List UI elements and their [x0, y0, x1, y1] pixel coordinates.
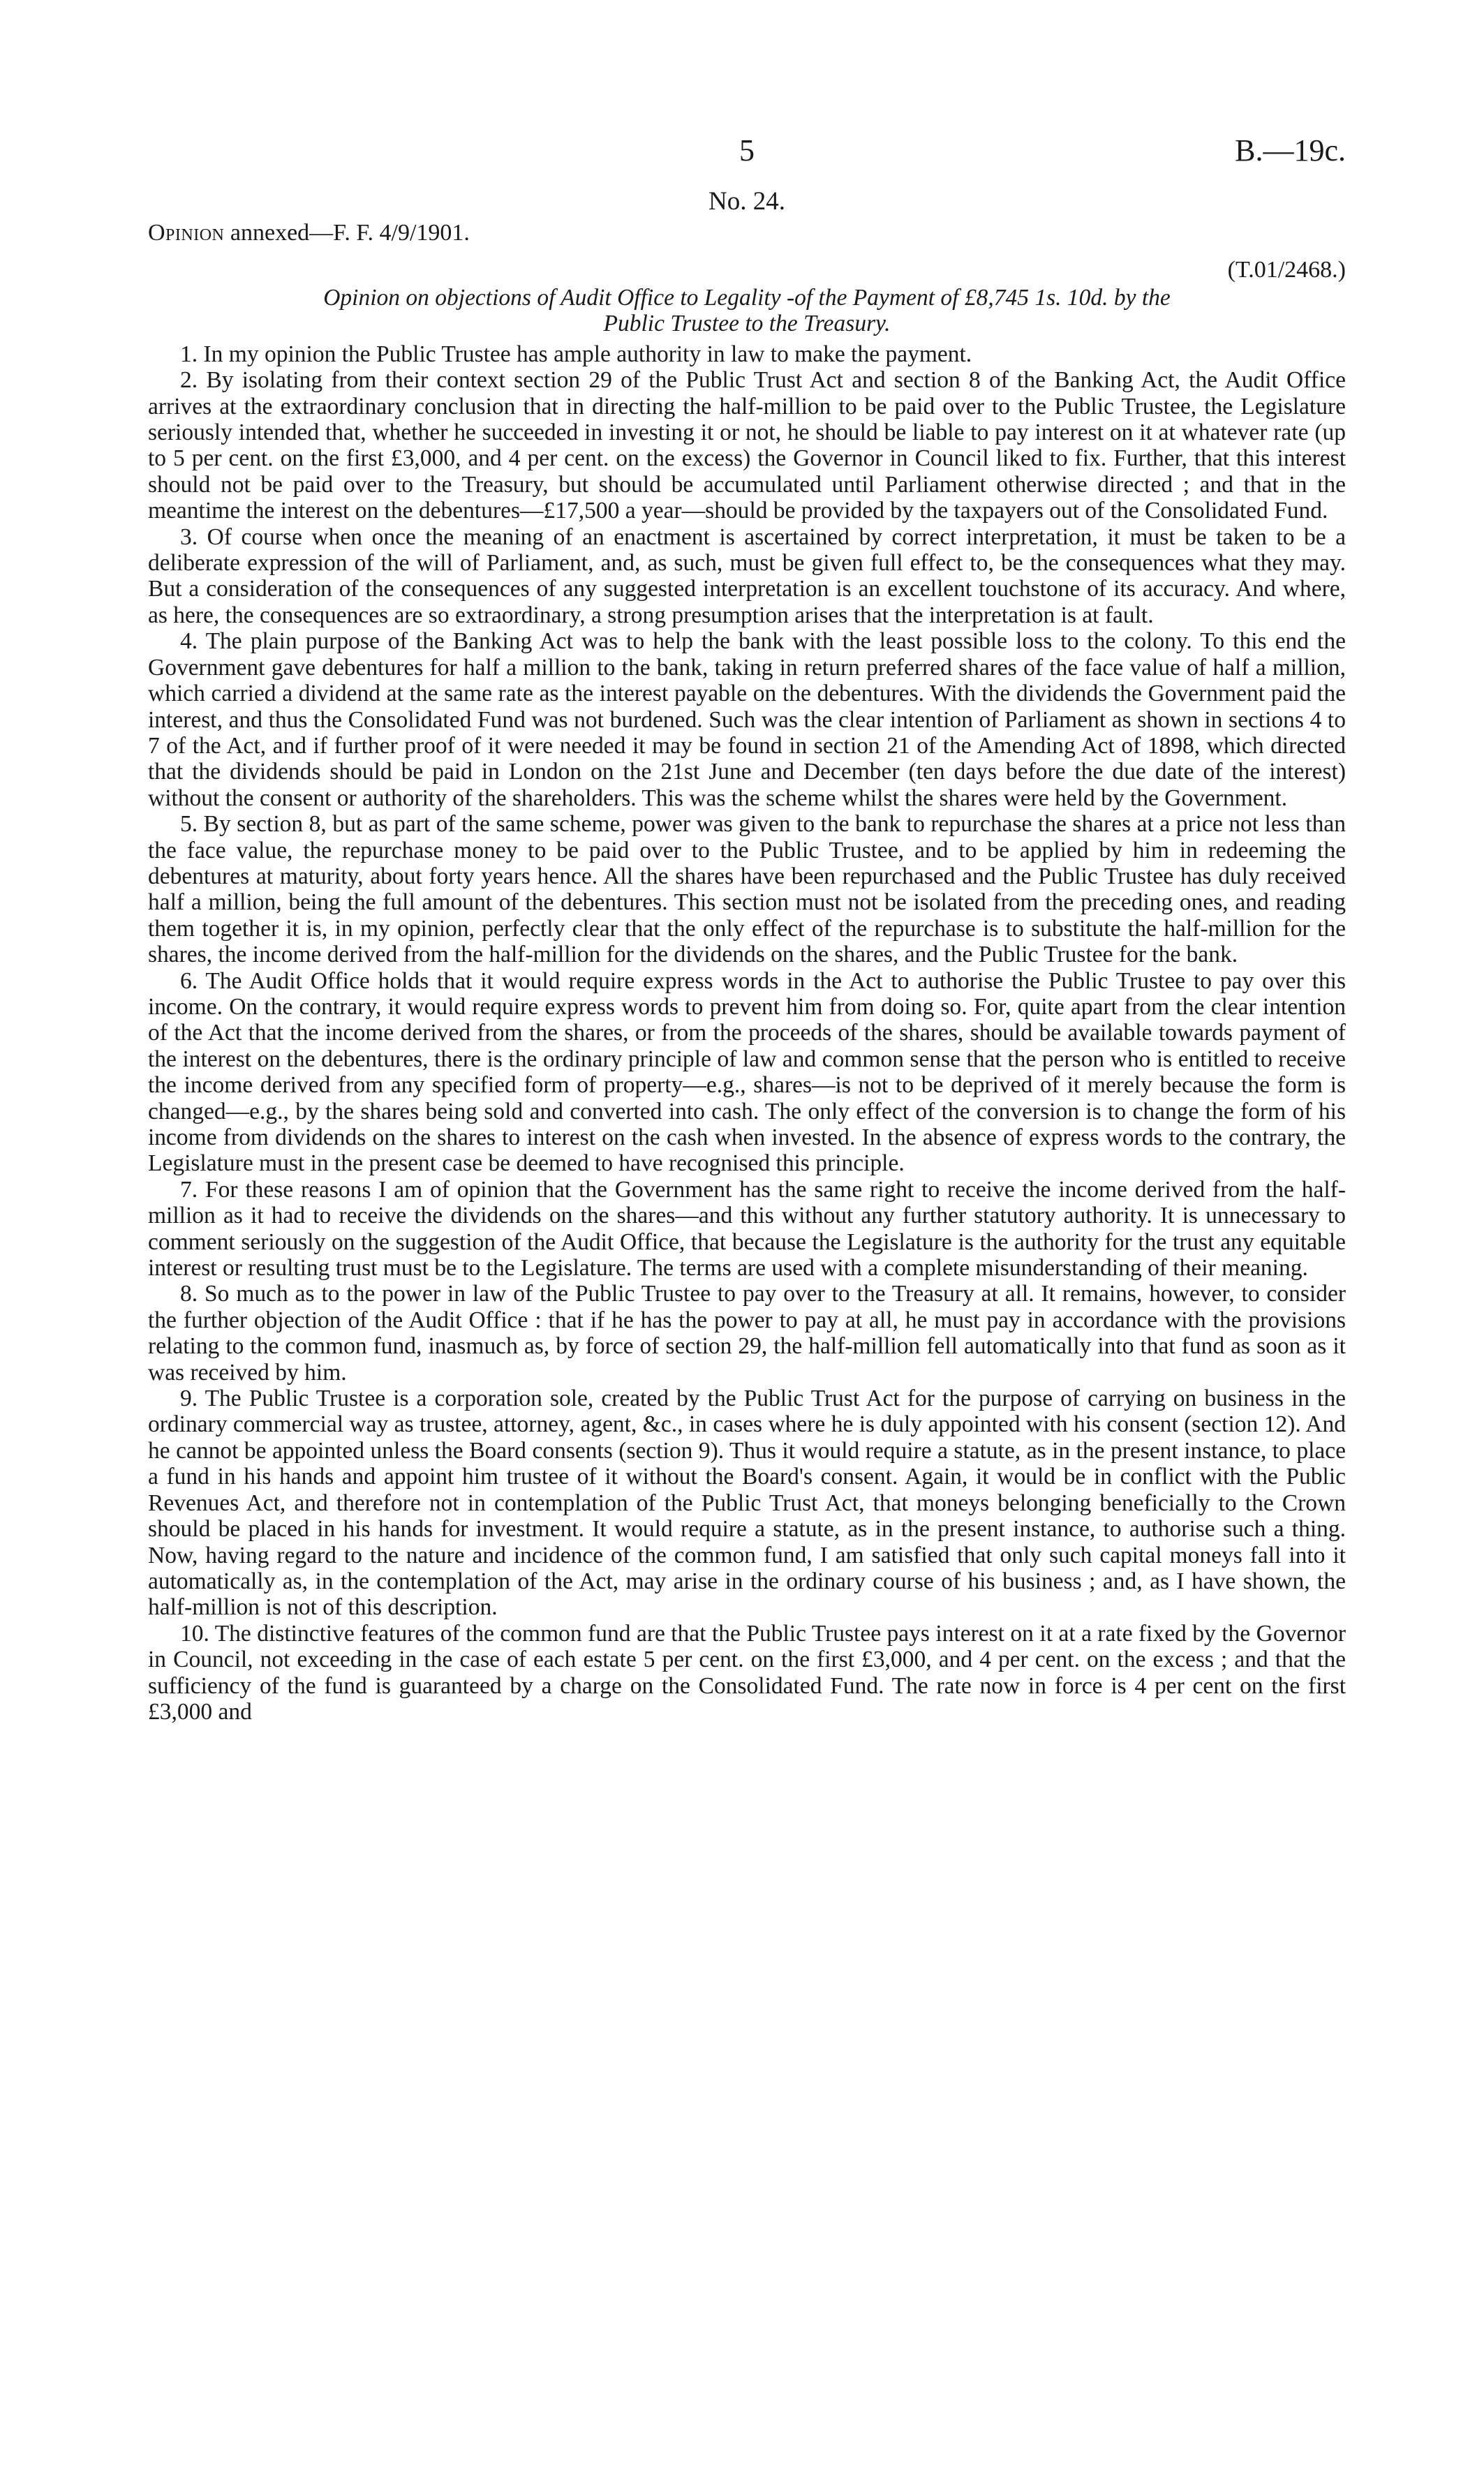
- paragraph-2: 2. By isolating from their context section 29 of the Public Trust Act and section 8 of the Banking Act, the Audit Office arrives at the extraordinary conclusion that in directing the half-million to be paid over to the Public Trustee, the Legislature seriously intended that, whether he succeeded in investing it or not, he should be liable to pay interest on it at whatever rate (up to 5 per cent. on the first £3,000, and 4 per cent. on the excess) the Governor in Council liked to fix. Further, that this interest should not be paid over to the Treasury, but should be accumulated until Parliament otherwise directed ; and that in the meantime the interest on the debentures—£17,500 a year—should be provided by the taxpayers out of the Consolidated Fund.: [148, 367, 1346, 524]
- opinion-title-line-1: Opinion on objections of Audit Office to Legality -of the Payment of £8,745 1s. 10d. by the: [323, 285, 1171, 311]
- document-number: No. 24.: [708, 187, 785, 216]
- file-reference: (T.01/2468.): [1227, 257, 1346, 283]
- body-text: [148, 341, 1346, 1725]
- opinion-title-line-2: Public Trustee to the Treasury.: [603, 311, 891, 337]
- page-number: 5: [739, 133, 755, 168]
- document-reference: B.—19c.: [1235, 133, 1346, 168]
- opinion-label: Opinion: [148, 220, 225, 246]
- paragraph-5: 5. By section 8, but as part of the same scheme, power was given to the bank to repurchase the shares at a price not less than the face value, the repurchase money to be paid over to the Public Trustee, and to be applied by him in redeeming the debentures at maturity, about forty years hence. All the shares have been repurchased and the Public Trustee has duly received half a million, being the full amount of the debentures. This section must not be isolated from the preceding ones, and reading them together it is, in my opinion, perfectly clear that the only effect of the repurchase is to substitute the half-million for the shares, the income derived from the half-million for the dividends on the shares, and the Public Trustee for the bank.: [148, 811, 1346, 968]
- paragraph-8: 8. So much as to the power in law of the Public Trustee to pay over to the Treasury at all. It remains, however, to consider the further objection of the Audit Office : that if he has the power to pay at all, he must pay in accordance with the provisions relating to the common fund, inasmuch as, by force of section 29, the half-million fell automatically into that fund as soon as it was received by him.: [148, 1281, 1346, 1386]
- page-header: [148, 133, 1346, 176]
- document-page: [148, 133, 1346, 1725]
- paragraph-10: 10. The distinctive features of the common fund are that the Public Trustee pays interest on it at a rate fixed by the Governor in Council, not exceeding in the case of each estate 5 per cent. on the first £3,000, and 4 per cent. on the excess ; and that the sufficiency of the fund is guaranteed by a charge on the Consolidated Fund. The rate now in force is 4 per cent on the first £3,000 and: [148, 1620, 1346, 1725]
- paragraph-4: 4. The plain purpose of the Banking Act was to help the bank with the least possible loss to the colony. To this end the Government gave debentures for half a million to the bank, taking in return preferred shares of the face value of half a million, which carried a dividend at the same rate as the interest payable on the debentures. With the dividends the Government paid the interest, and thus the Consolidated Fund was not burdened. Such was the clear intention of Parliament as shown in sections 4 to 7 of the Act, and if further proof of it were needed it may be found in section 21 of the Amending Act of 1898, which directed that the dividends should be paid in London on the 21st June and December (ten days before the due date of the interest) without the consent or authority of the shareholders. This was the scheme whilst the shares were held by the Government.: [148, 628, 1346, 811]
- paragraph-7: 7. For these reasons I am of opinion that the Government has the same right to receive the income derived from the half-million as it had to receive the dividends on the shares—and this without any further statutory authority. It is unnecessary to comment seriously on the suggestion of the Audit Office, that because the Legislature is the authority for the trust any equitable interest or resulting trust must be to the Legislature. The terms are used with a complete misunderstanding of their meaning.: [148, 1176, 1346, 1282]
- paragraph-9: 9. The Public Trustee is a corporation sole, created by the Public Trust Act for the purpose of carrying on business in the ordinary commercial way as trustee, attorney, agent, &c., in cases where he is duly appointed with his consent (section 12). And he cannot be appointed unless the Board consents (section 9). Thus it would require a statute, as in the present instance, to place a fund in his hands and appoint him trustee of it without the Board's consent. Again, it would be in conflict with the Public Revenues Act, and therefore not in contemplation of the Public Trust Act, that moneys belonging beneficially to the Crown should be placed in his hands for investment. It would require a statute, as in the present instance, to authorise such a thing. Now, having regard to the nature and incidence of the common fund, I am satisfied that only such capital moneys fall into it automatically as, in the contemplation of the Act, may arise in the ordinary course of his business ; and, as I have shown, the half-million is not of this description.: [148, 1386, 1346, 1621]
- opinion-annexed-line: [148, 219, 1346, 247]
- paragraph-1: 1. In my opinion the Public Trustee has ample authority in law to make the payment.: [180, 341, 972, 367]
- paragraph-3: 3. Of course when once the meaning of an enactment is ascertained by correct interpretation, it must be taken to be a deliberate expression of the will of Parliament, and, as such, must be given full effect to, be the consequences what they may. But a consideration of the consequences of any suggested interpretation is an excellent touchstone of its accuracy. And where, as here, the consequences are so extraordinary, a strong presumption arises that the interpretation is at fault.: [148, 523, 1346, 628]
- paragraph-6: 6. The Audit Office holds that it would require express words in the Act to authorise the Public Trustee to pay over this income. On the contrary, it would require express words to prevent him from doing so. For, quite apart from the clear intention of the Act that the income derived from the shares, or from the proceeds of the shares, should be available towards payment of the interest on the debentures, there is the ordinary principle of law and common sense that the person who is entitled to receive the income derived from any specified form of property—e.g., shares—is not to be deprived of it merely because the form is changed—e.g., by the shares being sold and converted into cash. The only effect of the conversion is to change the form of his income from dividends on the shares to interest on the cash when invested. In the absence of express words to the contrary, the Legislature must in the present case be deemed to have recognised this principle.: [148, 967, 1346, 1177]
- opinion-title: [148, 285, 1346, 337]
- opinion-annexed-details: annexed—F. F. 4/9/1901.: [224, 220, 470, 246]
